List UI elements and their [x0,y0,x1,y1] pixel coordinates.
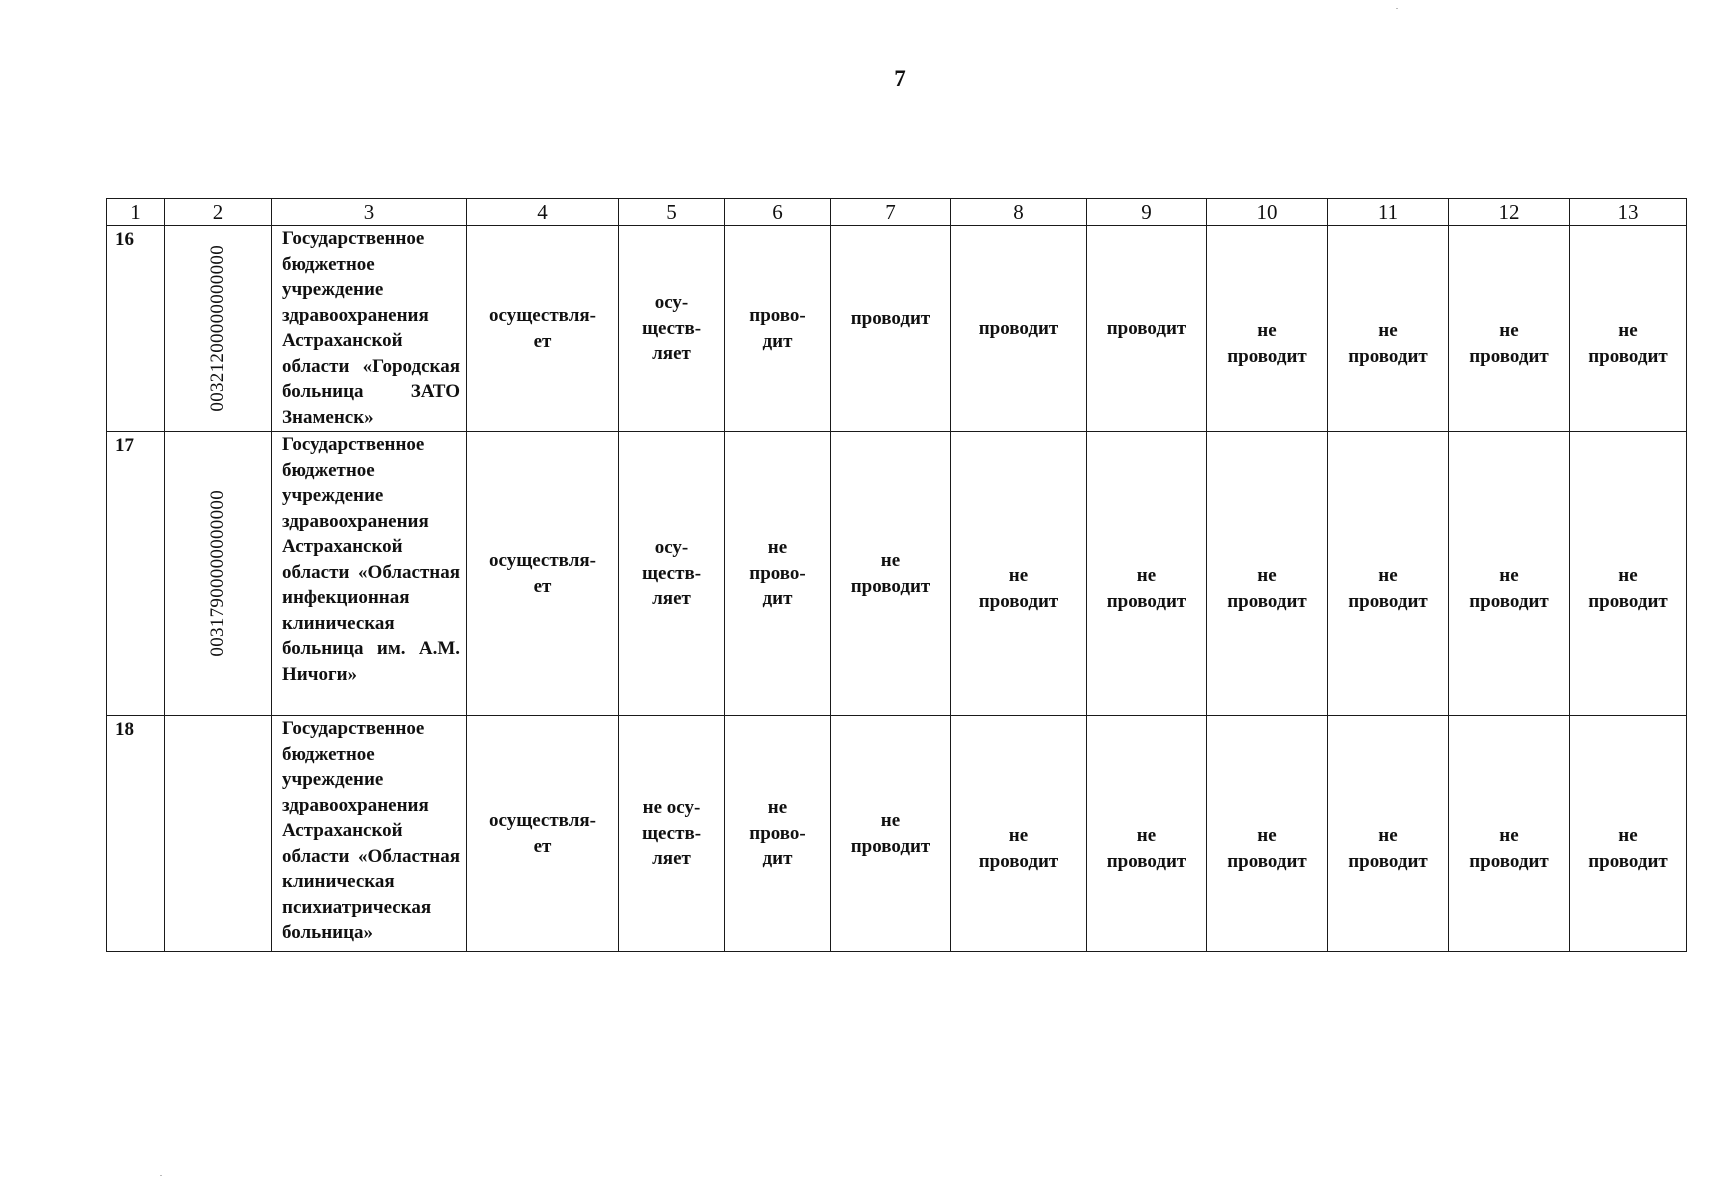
cell-col-7 [831,716,951,952]
cell-value: осуществля- ет [489,305,596,352]
cell-value: не проводит [1106,825,1187,872]
cell-col-12 [1449,432,1570,716]
cell-col-13 [1570,226,1687,432]
organization-name: Государственное бюджетное учреждение здравоохранения Астраханской области «Городская больница ЗАТО Знаменск» [272,226,467,432]
column-number-12: 12 [1449,199,1570,226]
cell-col-7 [831,226,951,432]
table-row [107,716,1687,952]
cell-col-6 [725,432,831,716]
page-number: 7 [894,66,906,91]
cell-col-5 [619,432,725,716]
column-number-11: 11 [1328,199,1449,226]
organization-name: Государственное бюджетное учреждение здравоохранения Астраханской области «Областная инфекционная клиническая больница им. А.М. Ничоги» [272,432,467,716]
cell-value: не прово- дит [749,797,806,870]
cell-value: осуществля- ет [489,810,596,857]
cell-value: не проводит [1227,825,1307,872]
cell-col-8 [951,716,1087,952]
cell-value: осу- ществ- ляет [641,537,702,610]
organization-name: Государственное бюджетное учреждение здравоохранения Астраханской области «Областная клиническая психиатрическая больница» [272,716,467,952]
cell-value: не проводит [1469,320,1549,367]
column-number-7: 7 [831,199,951,226]
cell-value: не проводит [1348,320,1428,367]
cell-value: не проводит [1348,825,1428,872]
cell-value: прово- дит [749,305,806,352]
cell-col-9 [1087,226,1207,432]
cell-value: не проводит [850,810,931,857]
cell-value: осу- ществ- ляет [641,292,702,365]
cell-col-10 [1207,226,1328,432]
table-row [107,432,1687,716]
cell-value: не проводит [850,550,931,597]
column-number-4: 4 [467,199,619,226]
cell-value: не проводит [1227,565,1307,612]
row-number: 18 [107,716,165,952]
cell-col-6 [725,716,831,952]
scan-speck [1396,8,1398,9]
row-number: 16 [107,226,165,432]
cell-col-5 [619,226,725,432]
scan-speck [160,1175,162,1176]
cell-value: не проводит [978,565,1059,612]
cell-col-13 [1570,716,1687,952]
cell-col-4 [467,432,619,716]
cell-value: не проводит [1348,565,1428,612]
organization-code-cell [165,226,272,432]
cell-col-5 [619,716,725,952]
cell-value: осуществля- ет [489,550,596,597]
column-number-3: 3 [272,199,467,226]
cell-col-4 [467,226,619,432]
cell-col-12 [1449,226,1570,432]
cell-value: не проводит [1588,825,1668,872]
column-number-13: 13 [1570,199,1687,226]
cell-col-10 [1207,432,1328,716]
column-number-row [107,199,1687,226]
cell-col-6 [725,226,831,432]
cell-col-9 [1087,432,1207,716]
column-number-5: 5 [619,199,725,226]
cell-value: не проводит [1469,565,1549,612]
row-number: 17 [107,432,165,716]
cell-col-12 [1449,716,1570,952]
cell-value: не проводит [1588,320,1668,367]
cell-value: проводит [850,308,931,329]
table-row [107,226,1687,432]
cell-col-4 [467,716,619,952]
cell-col-8 [951,226,1087,432]
table-body [107,199,1687,952]
services-table [106,198,1687,952]
organization-code: 00321200000000000 [207,245,229,412]
organization-code-cell [165,716,272,952]
cell-value: не проводит [978,825,1059,872]
column-number-8: 8 [951,199,1087,226]
cell-value: не прово- дит [749,537,806,610]
column-number-6: 6 [725,199,831,226]
cell-value: не проводит [1106,565,1187,612]
cell-col-13 [1570,432,1687,716]
cell-col-7 [831,432,951,716]
cell-col-11 [1328,432,1449,716]
cell-col-10 [1207,716,1328,952]
column-number-1: 1 [107,199,165,226]
cell-value: проводит [1106,317,1187,339]
cell-value: не проводит [1469,825,1549,872]
cell-value: не проводит [1227,320,1307,367]
column-number-10: 10 [1207,199,1328,226]
column-number-2: 2 [165,199,272,226]
column-number-9: 9 [1087,199,1207,226]
cell-value: не проводит [1588,565,1668,612]
cell-value: не осу- ществ- ляет [641,797,702,870]
cell-col-8 [951,432,1087,716]
cell-col-11 [1328,716,1449,952]
organization-code: 00317900000000000 [207,490,229,657]
cell-col-9 [1087,716,1207,952]
cell-col-11 [1328,226,1449,432]
cell-value: проводит [978,317,1059,339]
organization-code-cell [165,432,272,716]
